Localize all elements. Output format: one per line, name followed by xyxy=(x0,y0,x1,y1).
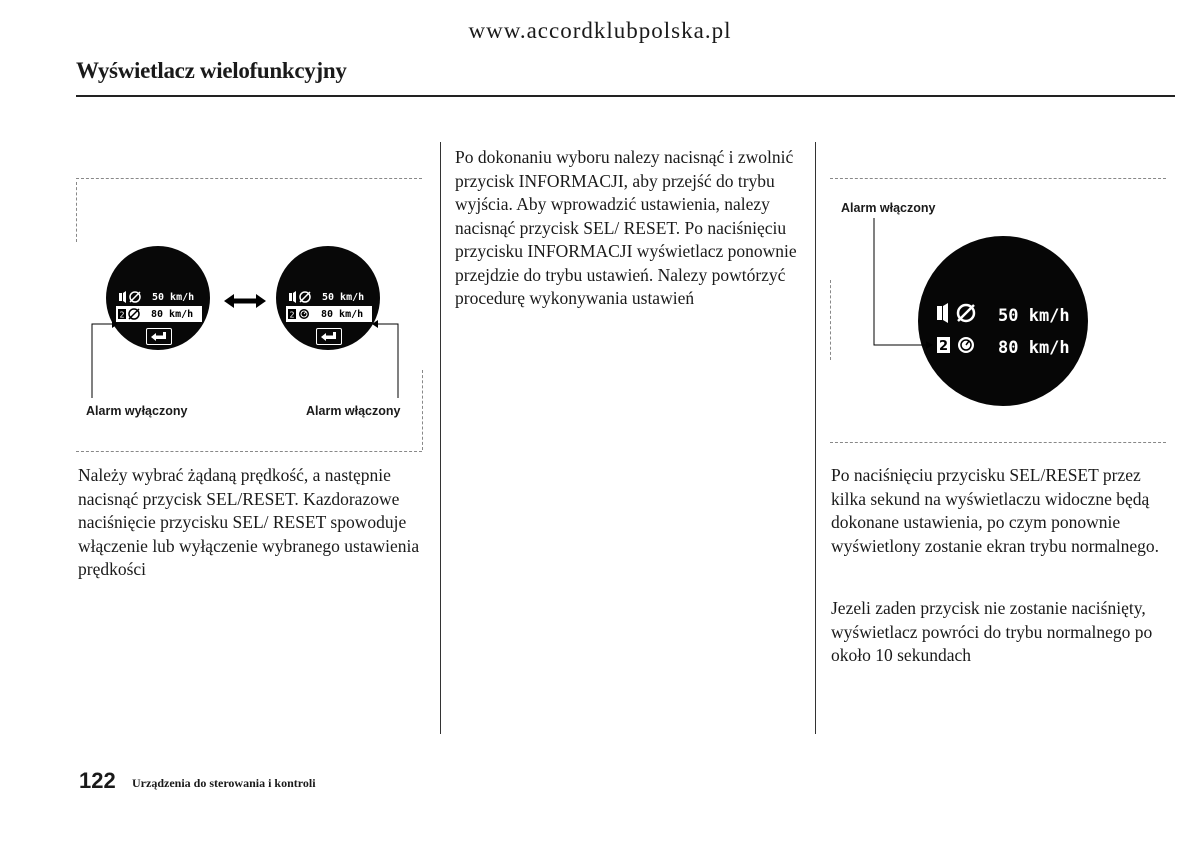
figure-right xyxy=(826,170,1176,460)
speed-value-1: 50 km/h xyxy=(322,291,365,303)
speed-value-1: 50 km/h xyxy=(998,305,1070,326)
speed-value-1: 50 km/h xyxy=(152,291,195,303)
speed-value-2: 80 km/h xyxy=(998,337,1070,358)
speed-value-2: 80 km/h xyxy=(321,308,364,320)
title-rule xyxy=(76,95,1175,97)
label-alarm-on: Alarm włączony xyxy=(306,404,401,418)
column-divider-1 xyxy=(440,142,441,734)
site-url: www.accordklubpolska.pl xyxy=(468,18,732,43)
svg-text:2: 2 xyxy=(119,310,125,320)
figure-left xyxy=(76,170,428,460)
callout-line xyxy=(826,170,1176,460)
label-alarm-off: Alarm wyłączony xyxy=(86,404,188,418)
right-paragraph-2: Jezeli zaden przycisk nie zostanie naciśnięty, wyświetlacz powróci do trybu normalnego po około 10 sekundach xyxy=(831,598,1153,665)
middle-paragraph: Po dokonaniu wyboru nalezy nacisnąć i zwolnić przycisk INFORMACJI, aby przejść do trybu wyjścia. Aby wprowadzić ustawienia, nalezy nacisnąć przycisk SEL/ RESET. Po naciśnięciu przycisku INFORMACJI wyświetlacz ponownie przejdzie do trybu ustawień. Nalezy powtórzyć procedurę wykonywania ustawień xyxy=(455,147,797,308)
page-number: 122 xyxy=(79,768,116,793)
svg-text:2: 2 xyxy=(938,339,949,354)
right-paragraph-1: Po naciśnięciu przycisku SEL/RESET przez kilka sekund na wyświetlaczu widoczne będą dokonane ustawienia, po czym ponownie wyświetlony zostanie ekran trybu normalnego. xyxy=(831,465,1160,556)
section-name: Urządzenia do sterowania i kontroli xyxy=(132,776,316,790)
label-alarm-on: Alarm włączony xyxy=(841,201,936,215)
svg-text:2: 2 xyxy=(289,310,295,320)
speed-value-2: 80 km/h xyxy=(151,308,194,320)
page-title: Wyświetlacz wielofunkcyjny xyxy=(76,58,347,83)
column-divider-2 xyxy=(815,142,816,734)
left-paragraph: Należy wybrać żądaną prędkość, a następnie nacisnąć przycisk SEL/RESET. Kazdorazowe naciśnięcie przycisku SEL/ RESET spowoduje włączenie lub wyłączenie wybranego ustawienia prędkości xyxy=(78,465,420,579)
